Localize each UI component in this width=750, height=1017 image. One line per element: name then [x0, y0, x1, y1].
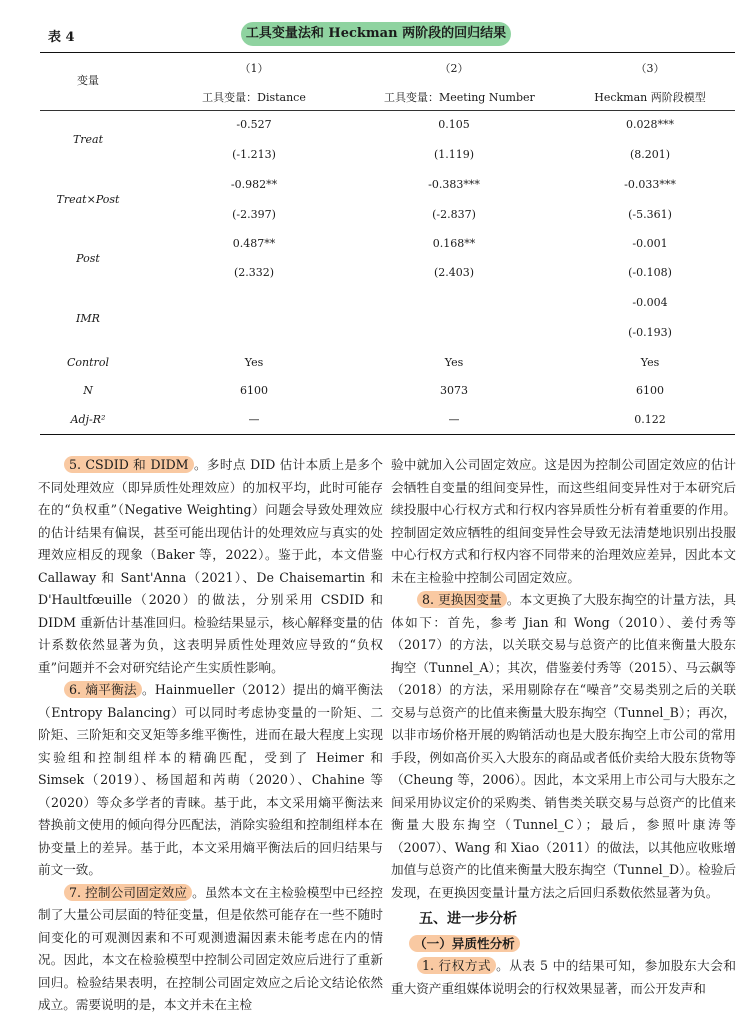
cell: -0.033***	[624, 178, 676, 191]
col-number-1: （1）	[239, 62, 269, 75]
row-label-treat: Treat	[72, 133, 104, 146]
cell: —	[448, 413, 460, 426]
cell: (-2.397)	[232, 208, 276, 221]
cell: (2.332)	[233, 266, 275, 279]
var-header: 变量	[77, 74, 99, 87]
cell: (-0.193)	[628, 326, 672, 339]
cell: 0.105	[438, 118, 470, 131]
paragraph-entropy	[38, 679, 383, 882]
row-label-imr: IMR	[76, 312, 100, 325]
table-label: 表 4	[48, 30, 75, 45]
heading-dependent-var: 8. 更换因变量	[417, 591, 507, 608]
table-title: 工具变量法和 Heckman 两阶段的回归结果	[241, 22, 511, 46]
paragraph-csdid	[38, 454, 383, 679]
cell: 0.028***	[626, 118, 674, 131]
heading-csdid: 5. CSDID 和 DIDM	[64, 456, 194, 473]
cell: (-5.361)	[628, 208, 672, 221]
heading-entropy: 6. 熵平衡法	[64, 681, 142, 698]
paragraph-fixed-effect-cont: 验中就加入公司固定效应。这是因为控制公司固定效应的估计会牺牲自变量的组间变异性，而这些组间变异性对于本研究后续投服中心行权方式和行权内容异质性分析有着重要的作用。控制固定效应牺牲的组间变异性会导致无法清楚地识别出投服中心行权方式和行权内容不同带来的治理效应差异，因此本文未在主检验中控制公司固定效应。	[391, 457, 736, 585]
cell: (2.403)	[433, 266, 475, 279]
cell: 0.168**	[432, 237, 476, 250]
cell: Yes	[640, 356, 660, 369]
cell: 0.122	[634, 413, 666, 426]
cell: (-2.837)	[432, 208, 476, 221]
row-label-treat-post: Treat×Post	[56, 193, 120, 206]
cell: (1.119)	[433, 148, 475, 161]
section-title: 五、进一步分析	[419, 911, 517, 927]
row-label-post: Post	[76, 252, 100, 265]
cell: 6100	[636, 384, 664, 397]
row-label-n: N	[83, 384, 93, 397]
col-name-2: 工具变量：Meeting Number	[384, 91, 535, 104]
cell: 6100	[240, 384, 268, 397]
body-column-left	[38, 454, 383, 1017]
cell: -0.001	[632, 237, 668, 250]
paragraph-text: 。虽然本文在主检验模型中已经控制了大量公司层面的特征变量，但是依然可能存在一些不随时间变化的可观测因素和不可观测遗漏因素未能考虑在内的情况。因此，本文在检验模型中控制公司固定效应后进行了重新回归。检验结果表明，在控制公司固定效应之后论文结论依然成立。需要说明的是，本文并未在主检	[38, 884, 384, 1012]
col-name-1: 工具变量：Distance	[202, 91, 306, 104]
col-number-3: （3）	[635, 62, 665, 75]
cell: 3073	[440, 384, 468, 397]
heading-fixed-effect: 7. 控制公司固定效应	[64, 884, 192, 901]
cell: -0.383***	[428, 178, 480, 191]
table-bottom-rule	[40, 434, 735, 435]
paragraph-text: 。多时点 DID 估计本质上是多个不同处理效应（即异质性处理效应）的加权平均，此时可能存在的“负权重”（Negative Weighting）问题会导致处理效应的估计结果有偏误，甚至可能出现估计的处理效应与真实的处理效应相反的现象（Baker 等，2022）。鉴于此，本文借鉴 Callaway 和 Sant'Anna（2021）、De Chaisemartin 和 D'Haultfœuille（2020）的做法，分别采用 CSDID 和 DIDM 重新估计基准回归。检验结果显示，核心解释变量的估计系数依然显著为负，这表明异质性处理效应导致的“负权重”问题并不会对研究结论产生实质性影响。	[38, 457, 383, 675]
paragraph-exercise	[391, 955, 736, 1000]
cell: Yes	[444, 356, 464, 369]
cell: 0.487**	[232, 237, 276, 250]
row-label-adj-r2: Adj-R²	[70, 413, 106, 426]
paragraph-text: 。本文更换了大股东掏空的计量方法，具体如下：首先，参考 Jian 和 Wong（2010）、姜付秀等（2017）的方法，以关联交易与总资产的比值来衡量大股东掏空（Tunnel_A）；其次，借鉴姜付秀等（2015）、马云飙等（2018）的方法，采用剔除存在“噪音”交易类别之后的关联交易与总资产的比值来衡量大股东掏空（Tunnel_B）；再次，以非市场价格开展的购销活动也是大股东掏空上市公司的常用手段，例如高价买入大股东的商品或者低价卖给大股东货物等（Cheung 等，2006）。因此，本文采用上市公司与大股东之间采用协议定价的采购类、销售类关联交易与总资产的比值来衡量大股东掏空（Tunnel_C）；最后，参照叶康涛等（2007）、Wang 和 Xiao（2011）的做法，以其他应收账增加值与总资产的比值来衡量大股东掏空（Tunnel_D）。检验后发现，在更换因变量计量方法之后回归系数依然显著为负。	[391, 592, 736, 900]
cell: Yes	[244, 356, 264, 369]
subsection-title: （一）异质性分析	[409, 935, 520, 952]
cell: (8.201)	[629, 148, 671, 161]
cell: -0.982**	[230, 178, 278, 191]
paragraph-text: 。从表 5 中的结果可知，参加股东大会和重大资产重组媒体说明会的行权效果显著，而公开发声和	[391, 958, 736, 996]
cell: —	[248, 413, 260, 426]
paragraph-fixed-effect	[38, 882, 383, 1017]
paragraph-text: 。Hainmueller（2012）提出的熵平衡法（Entropy Balancing）可以同时考虑协变量的一阶矩、二阶矩、三阶矩和交叉矩等多维平衡性，进而在最大程度上实现实验组和控制组样本的精确匹配，受到了 Heimer 和 Simsek（2019）、杨国超和芮萌（2020）、Chahine 等（2020）等众多学者的青睐。基于此，本文采用熵平衡法来替换前文使用的倾向得分匹配法，消除实验组和控制组样本在协变量上的差异。基于此，本文采用熵平衡法后的回归结果与前文一致。	[38, 682, 383, 877]
row-label-control: Control	[67, 356, 109, 369]
heading-exercise: 1. 行权方式	[417, 957, 496, 974]
col-name-3: Heckman 两阶段模型	[594, 91, 706, 104]
table-top-rule	[40, 52, 735, 53]
cell: (-0.108)	[628, 266, 672, 279]
body-column-right	[391, 454, 736, 1000]
paragraph-dependent-var	[391, 589, 736, 904]
col-number-2: （2）	[439, 62, 469, 75]
cell: -0.527	[236, 118, 272, 131]
cell: -0.004	[632, 296, 668, 309]
cell: (-1.213)	[232, 148, 276, 161]
table-header-rule	[40, 110, 735, 111]
